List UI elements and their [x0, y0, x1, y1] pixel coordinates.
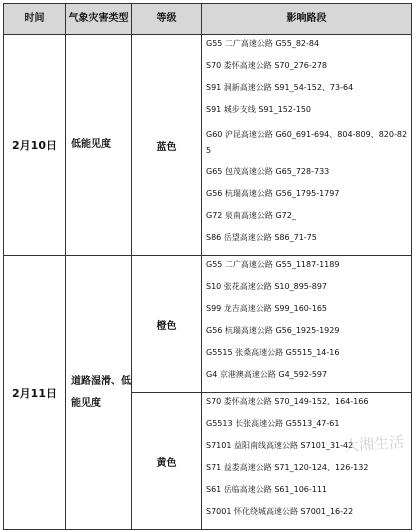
route-item: S10 张花高速公路 S10_895-897 [206, 282, 328, 291]
route-item: S61 岳临高速公路 S61_106-111 [206, 485, 328, 494]
route-item: G56 杭瑞高速公路 G56_1925-1929 [206, 326, 340, 335]
header-routes: 影响路段 [202, 4, 412, 35]
route-item: S91 洞新高速公路 S91_54-152、73-64 [206, 83, 354, 92]
date-cell: 2月10日 [4, 35, 66, 256]
route-item: G4 京港澳高速公路 G4_592-597 [206, 370, 328, 379]
header-time: 时间 [4, 4, 66, 35]
table-header-row [4, 4, 412, 35]
route-item: G65 包茂高速公路 G65_728-733 [206, 167, 330, 176]
route-item: G5515 张桑高速公路 G5515_14-16 [206, 348, 340, 357]
route-item: S71 益娄高速公路 S71_120-124、126-132 [206, 463, 369, 472]
table-row [4, 35, 412, 256]
table-row [4, 256, 412, 393]
level-cell: 橙色 [132, 256, 202, 393]
route-item: S91 城步支线 S91_152-150 [206, 105, 312, 114]
disaster-type-cell: 低能见度 [66, 35, 132, 256]
header-disaster-type: 气象灾害类型 [66, 4, 132, 35]
route-item: S86 岳望高速公路 S86_71-75 [206, 233, 317, 242]
route-item: G60 沪昆高速公路 G60_691-694、804-809、820-825 [206, 130, 408, 155]
route-item: G55 二广高速公路 G55_82-84 [206, 39, 320, 48]
route-item: S70 娄怀高速公路 S70_149-152、164-166 [206, 397, 369, 406]
header-level: 等级 [132, 4, 202, 35]
date-cell: 2月11日 [4, 256, 66, 530]
route-item: G56 杭瑞高速公路 G56_1795-1797 [206, 189, 340, 198]
route-item: S7101 益阳南线高速公路 S7101_31-42 [206, 441, 354, 450]
disaster-type-cell: 道路湿滑、低能见度 [66, 256, 132, 530]
routes-cell [202, 256, 412, 393]
route-item: G72 泉南高速公路 G72_ [206, 211, 296, 220]
level-cell: 黄色 [132, 393, 202, 530]
level-cell: 蓝色 [132, 35, 202, 256]
route-item: S70 娄怀高速公路 S70_276-278 [206, 61, 328, 70]
watermark: 大湘生活 [343, 432, 405, 456]
routes-cell [202, 393, 412, 530]
routes-cell [202, 35, 412, 256]
route-item: G55 二广高速公路 G55_1187-1189 [206, 260, 340, 269]
route-item: S7001 怀化绕城高速公路 S7001_16-22 [206, 507, 354, 516]
route-item: G5513 长张高速公路 G5513_47-61 [206, 419, 340, 428]
route-item: S99 龙吉高速公路 S99_160-165 [206, 304, 328, 313]
